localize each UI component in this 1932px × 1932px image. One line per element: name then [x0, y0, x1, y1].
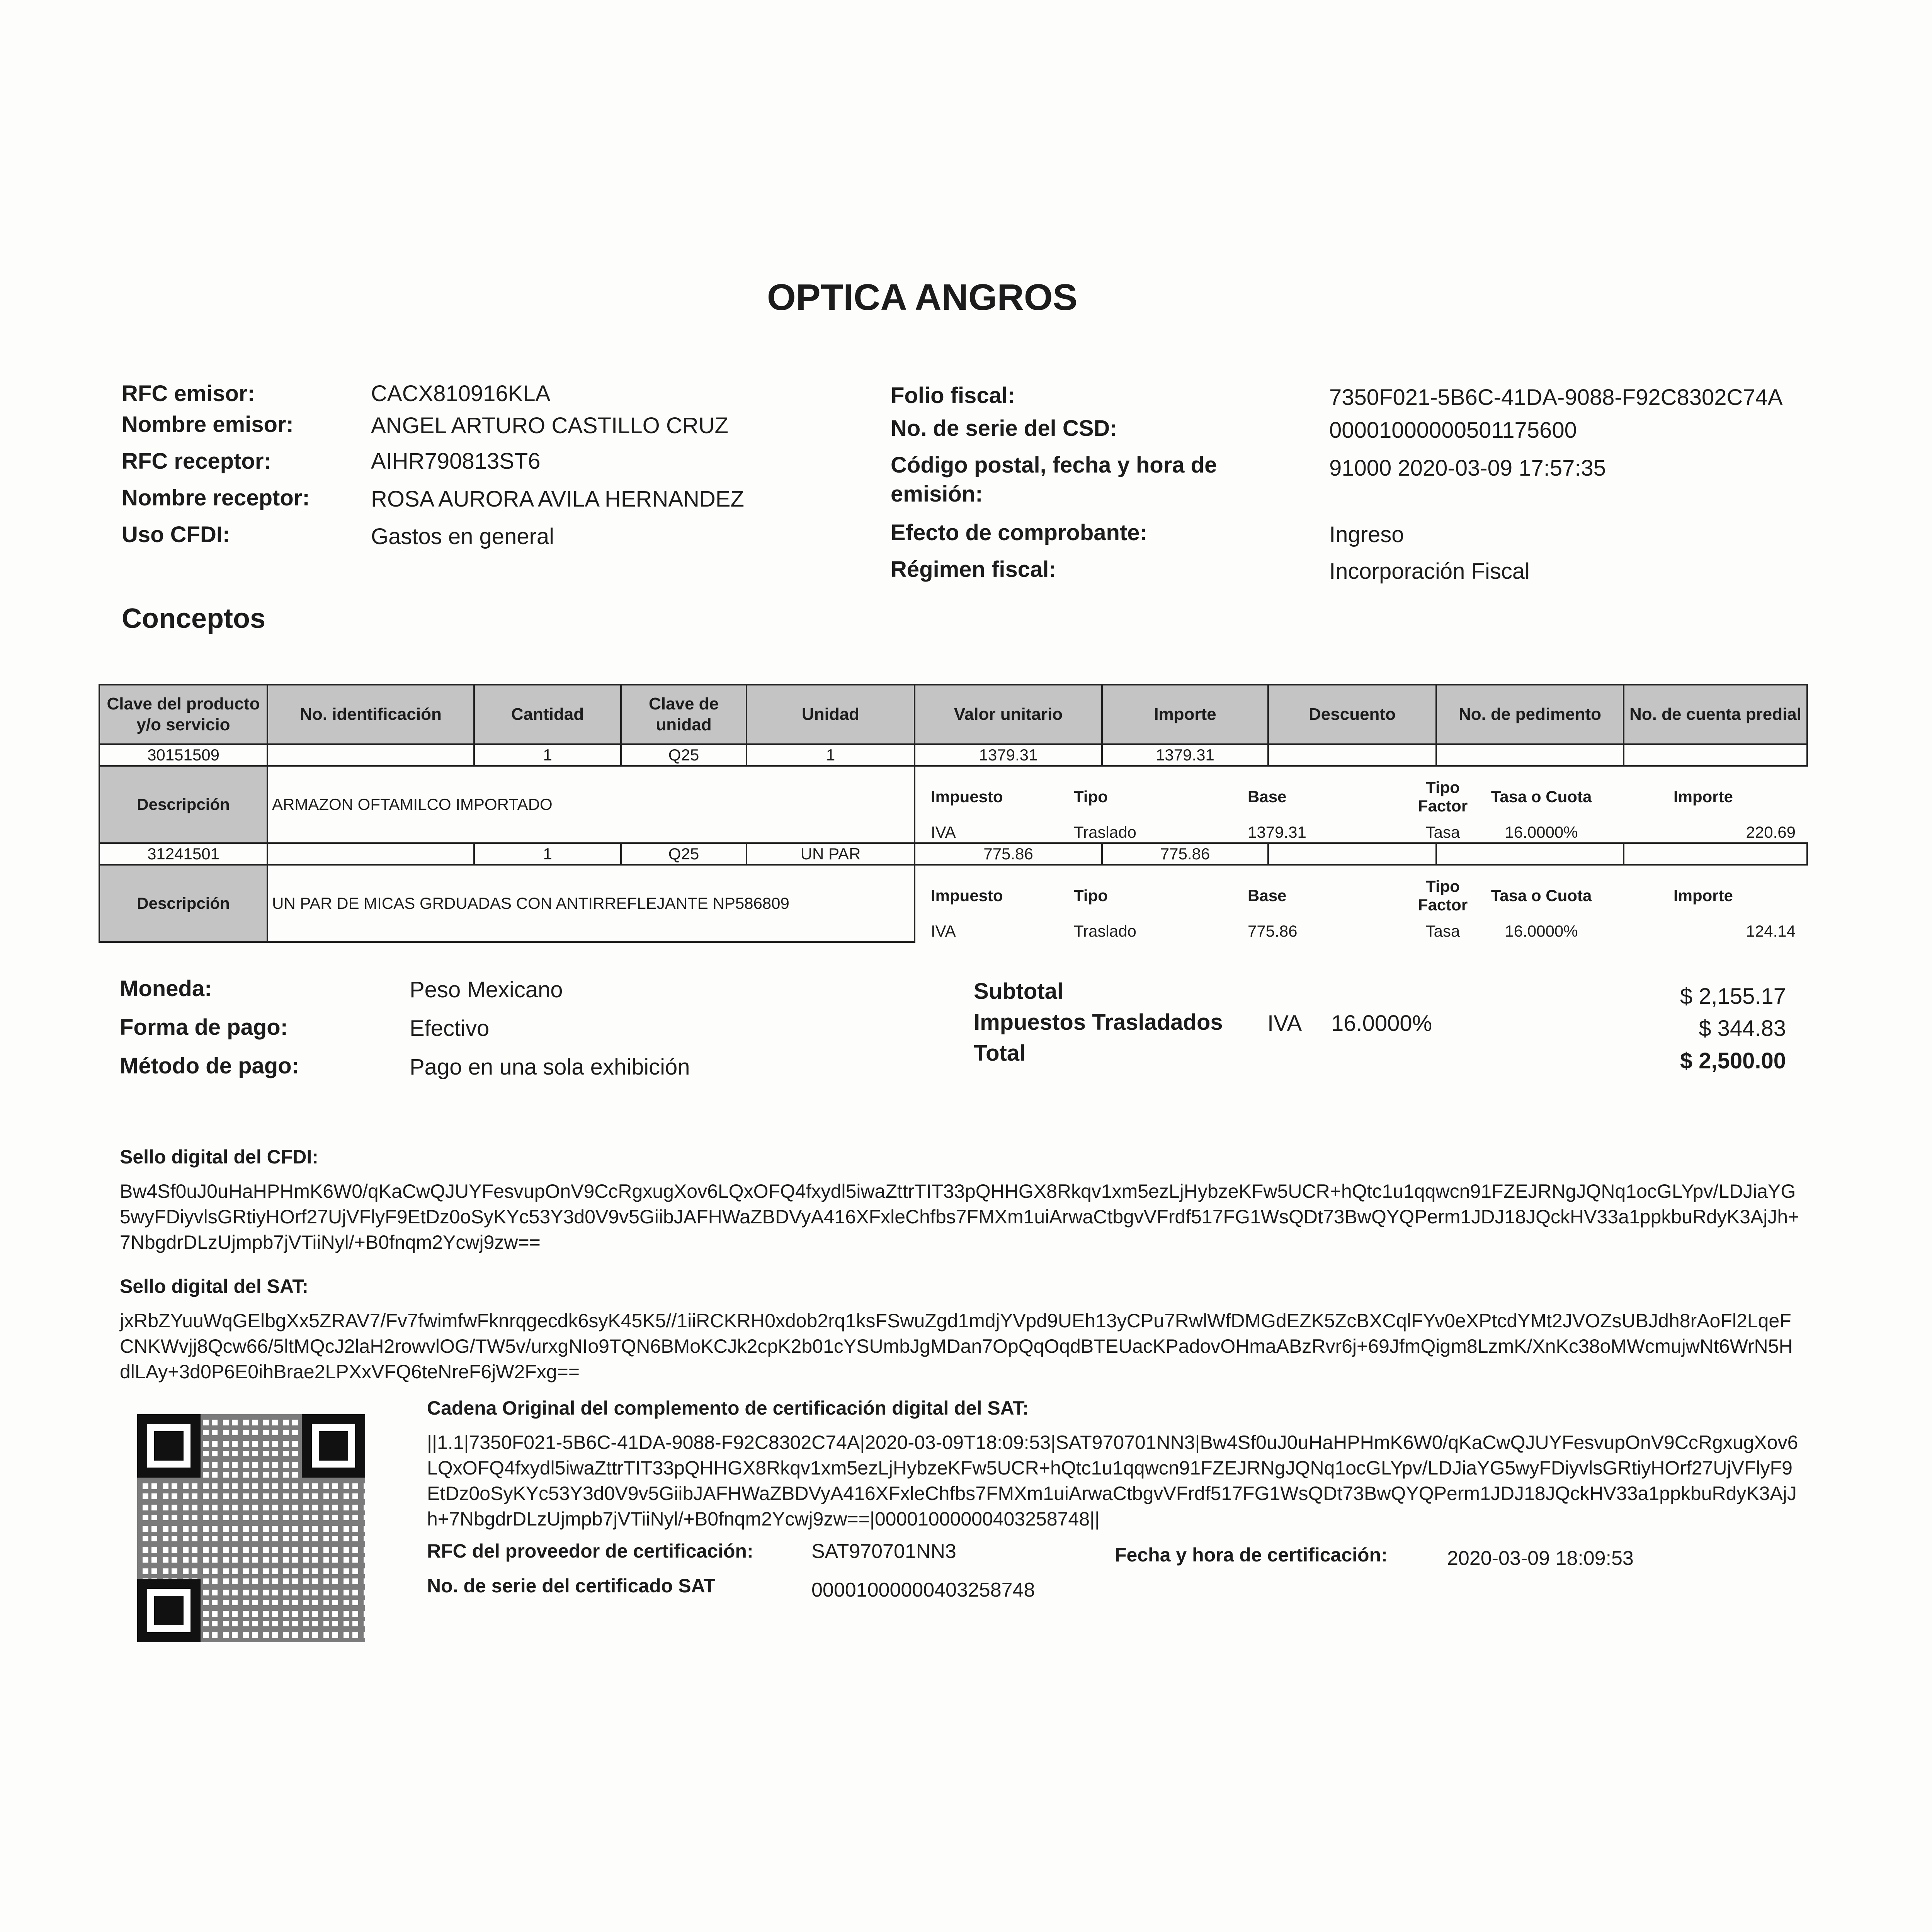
description-row — [99, 766, 1807, 843]
serie-csd-value: 00001000000501175600 — [1329, 418, 1577, 443]
item-cantidad: 1 — [474, 843, 621, 865]
item-valor-unitario: 1379.31 — [915, 744, 1102, 766]
tax-tipo-header: Tipo — [1074, 886, 1108, 905]
codigo-postal-value: 91000 2020-03-09 17:57:35 — [1329, 456, 1606, 481]
rfc-receptor-value: AIHR790813ST6 — [371, 449, 541, 474]
rfc-proveedor-label: RFC del proveedor de certificación: — [427, 1540, 753, 1562]
tax-table — [931, 877, 1807, 940]
nombre-receptor-label: Nombre receptor: — [122, 485, 310, 510]
regimen-value: Incorporación Fiscal — [1329, 559, 1530, 584]
tax-table — [931, 778, 1807, 842]
tax-tasa-header: Tasa o Cuota — [1491, 886, 1592, 905]
col-unidad: Unidad — [747, 685, 915, 744]
item-no-id — [267, 843, 474, 865]
tax-tipo-factor: Tasa — [1425, 922, 1460, 940]
qr-code — [137, 1414, 365, 1642]
metodo-pago-label: Método de pago: — [120, 1053, 299, 1078]
impuestos-value: $ 344.83 — [1699, 1016, 1786, 1041]
item-pedimento — [1436, 744, 1624, 766]
iva-label: IVA — [1267, 1011, 1302, 1036]
rfc-emisor-label: RFC emisor: — [122, 381, 255, 406]
moneda-value: Peso Mexicano — [410, 977, 563, 1002]
item-unidad: 1 — [747, 744, 915, 766]
document-title: OPTICA ANGROS — [767, 277, 1078, 318]
nombre-receptor-value: ROSA AURORA AVILA HERNANDEZ — [371, 486, 744, 512]
col-pedimento: No. de pedimento — [1436, 685, 1624, 744]
nombre-emisor-label: Nombre emisor: — [122, 412, 294, 437]
item-importe: 1379.31 — [1102, 744, 1268, 766]
efecto-value: Ingreso — [1329, 522, 1404, 547]
item-predial — [1624, 843, 1807, 865]
tax-tasa: 16.0000% — [1505, 823, 1578, 841]
tax-base: 1379.31 — [1248, 823, 1306, 841]
cadena-value: ||1.1|7350F021-5B6C-41DA-9088-F92C8302C74A|2020-03-09T18:09:53|SAT970701NN3|Bw4Sf0uJ0uHaHPHmK6W0/qKaCwQJUYFesvupOnV9CcRgxugXov6LQxOFQ4fxydl5iwaZttrTIT33pQHHGX8Rkqv1xm5ezLjHybzeKFw5UCR+hQtc1u1qqwcn91FZEJRNgJQNq1ocGLYpv/LDJiaYG5wyFDiyvlsGRtiyHOrf27UjVFlyF9EtDz0oSyKYc53Y3d0V9v5GiibJAFHWaZBDVyA416XFxleChfbs7FMXm1uiArwaCtbgvVFrdf517FG1WsQDt73BwQYQPerm1JDJ18JQckHV33a1ppkbuRdyK3AjJh+7NbgdrDLzUjmpb7jVTiiNyl/+B0fnqm2Ycwj9zw==|00001000000403258748|| — [427, 1432, 1798, 1530]
col-cuenta-predial: No. de cuenta predial — [1624, 685, 1807, 744]
item-unidad: UN PAR — [747, 843, 915, 865]
tax-tipo-header: Tipo — [1074, 787, 1108, 806]
folio-fiscal-label: Folio fiscal: — [891, 383, 1015, 408]
item-descuento — [1268, 843, 1436, 865]
concepts-table — [99, 684, 1808, 943]
col-descuento: Descuento — [1268, 685, 1436, 744]
tax-importe-header: Importe — [1673, 787, 1733, 806]
item-clave: 31241501 — [99, 843, 267, 865]
col-importe: Importe — [1102, 685, 1268, 744]
tax-tipo: Traslado — [1074, 823, 1136, 841]
subtotal-label: Subtotal — [974, 979, 1063, 1004]
item-predial — [1624, 744, 1807, 766]
rfc-proveedor-value: SAT970701NN3 — [811, 1540, 956, 1563]
table-row — [99, 744, 1807, 766]
item-descripcion: ARMAZON OFTAMILCO IMPORTADO — [267, 766, 915, 843]
item-descripcion: UN PAR DE MICAS GRDUADAS CON ANTIRREFLEJANTE NP586809 — [267, 865, 915, 942]
col-valor-unitario: Valor unitario — [915, 685, 1102, 744]
rfc-emisor-value: CACX810916KLA — [371, 381, 551, 406]
col-clave-unidad: Clave de unidad — [621, 685, 747, 744]
item-valor-unitario: 775.86 — [915, 843, 1102, 865]
rfc-receptor-label: RFC receptor: — [122, 449, 271, 474]
fecha-cert-value: 2020-03-09 18:09:53 — [1447, 1547, 1634, 1570]
tax-tipo-factor-header: Tipo Factor — [1418, 778, 1468, 815]
col-no-identificacion: No. identificación — [267, 685, 474, 744]
col-cantidad: Cantidad — [474, 685, 621, 744]
tax-impuesto-header: Impuesto — [931, 787, 1003, 806]
tax-cell — [915, 766, 1807, 843]
descripcion-label: Descripción — [99, 865, 267, 942]
tax-cell — [915, 865, 1807, 942]
item-importe: 775.86 — [1102, 843, 1268, 865]
qr-finder-top-left — [137, 1414, 201, 1478]
tax-tipo-factor: Tasa — [1425, 823, 1460, 841]
total-label: Total — [974, 1041, 1026, 1066]
tax-base: 775.86 — [1248, 922, 1298, 940]
tax-tasa: 16.0000% — [1505, 922, 1578, 940]
sello-sat-value: jxRbZYuuWqGElbgXx5ZRAV7/Fv7fwimfwFknrqgecdk6syK45K5//1iiRCKRH0xdob2rq1ksFSwuZgd1mdjYVpd9UEh13yCPu7RwlWfDMGdEZK5ZcBXCqlFYv0eXPtcdYMt2JVOZsUBJdh8rAoFl2LqeFCNKWvjj8Qcw66/5ltMQcJ2laH2rowvlOG/TW5v/urxgNIo9TQN6BMoKCJk2cpK2b01cYSUmbJgMDan7OpQqOqdBTEUacKPadovOHmaABzRvr6j+69JfmQigm8LzmK/XnKc38oMWcmujwNt6WrN5HdlLAy+3d0P6E0ihBrae2LPXxVFQ6teNreF6jW2Fxg== — [120, 1310, 1793, 1383]
item-clave: 30151509 — [99, 744, 267, 766]
fecha-cert-label: Fecha y hora de certificación: — [1115, 1544, 1388, 1566]
item-no-id — [267, 744, 474, 766]
conceptos-heading: Conceptos — [122, 603, 266, 634]
descripcion-label: Descripción — [99, 766, 267, 843]
tax-impuesto: IVA — [931, 823, 956, 841]
table-header-row — [99, 685, 1807, 744]
sello-cfdi-value: Bw4Sf0uJ0uHaHPHmK6W0/qKaCwQJUYFesvupOnV9CcRgxugXov6LQxOFQ4fxydl5iwaZttrTIT33pQHHGX8Rkqv1xm5ezLjHybzeKFw5UCR+hQtc1u1qqwcn91FZEJRNgJQNq1ocGLYpv/LDJiaYG5wyFDiyvlsGRtiyHOrf27UjVFlyF9EtDz0oSyKYc53Y3d0V9v5GiibJAFHWaZBDVyA416XFxleChfbs7FMXm1uiArwaCtbgvVFrdf517FG1WsQDt73BwQYQPerm1JDJ18JQckHV33a1ppkbuRdyK3AjJh+7NbgdrDLzUjmpb7jVTiiNyl/+B0fnqm2Ycwj9zw== — [120, 1180, 1799, 1253]
qr-finder-top-right — [302, 1414, 365, 1478]
cadena-label: Cadena Original del complemento de certificación digital del SAT: — [427, 1397, 1029, 1419]
nombre-emisor-value: ANGEL ARTURO CASTILLO CRUZ — [371, 413, 728, 438]
tax-tasa-header: Tasa o Cuota — [1491, 787, 1592, 806]
subtotal-value: $ 2,155.17 — [1680, 984, 1786, 1009]
iva-rate: 16.0000% — [1331, 1011, 1432, 1036]
impuestos-label: Impuestos Trasladados — [974, 1010, 1223, 1035]
tax-impuesto-header: Impuesto — [931, 886, 1003, 905]
codigo-postal-label-2: emisión: — [891, 481, 983, 507]
codigo-postal-label: Código postal, fecha y hora de — [891, 452, 1217, 478]
serie-sat-label: No. de serie del certificado SAT — [427, 1575, 716, 1597]
metodo-pago-value: Pago en una sola exhibición — [410, 1054, 690, 1080]
forma-pago-value: Efectivo — [410, 1016, 490, 1041]
tax-tipo-factor-header: Tipo Factor — [1418, 877, 1468, 914]
uso-cfdi-value: Gastos en general — [371, 524, 554, 549]
tax-importe: 124.14 — [1746, 922, 1796, 940]
forma-pago-label: Forma de pago: — [120, 1015, 288, 1040]
regimen-label: Régimen fiscal: — [891, 557, 1056, 582]
table-row — [99, 843, 1807, 865]
folio-fiscal-value: 7350F021-5B6C-41DA-9088-F92C8302C74A — [1329, 385, 1783, 410]
item-pedimento — [1436, 843, 1624, 865]
description-row — [99, 865, 1807, 942]
item-cantidad: 1 — [474, 744, 621, 766]
item-clave-unidad: Q25 — [621, 744, 747, 766]
serie-sat-value: 00001000000403258748 — [811, 1579, 1035, 1601]
sello-sat-label: Sello digital del SAT: — [120, 1276, 309, 1297]
tax-importe-header: Importe — [1673, 886, 1733, 905]
item-clave-unidad: Q25 — [621, 843, 747, 865]
tax-base-header: Base — [1248, 886, 1287, 905]
serie-csd-label: No. de serie del CSD: — [891, 416, 1117, 441]
qr-finder-bottom-left — [137, 1579, 201, 1642]
tax-importe: 220.69 — [1746, 823, 1796, 841]
total-value: $ 2,500.00 — [1680, 1048, 1786, 1073]
item-descuento — [1268, 744, 1436, 766]
col-clave-producto: Clave del producto y/o servicio — [99, 685, 267, 744]
tax-impuesto: IVA — [931, 922, 956, 940]
sello-cfdi-label: Sello digital del CFDI: — [120, 1146, 318, 1168]
uso-cfdi-label: Uso CFDI: — [122, 522, 230, 547]
tax-base-header: Base — [1248, 787, 1287, 806]
moneda-label: Moneda: — [120, 976, 212, 1001]
tax-tipo: Traslado — [1074, 922, 1136, 940]
efecto-label: Efecto de comprobante: — [891, 520, 1147, 545]
